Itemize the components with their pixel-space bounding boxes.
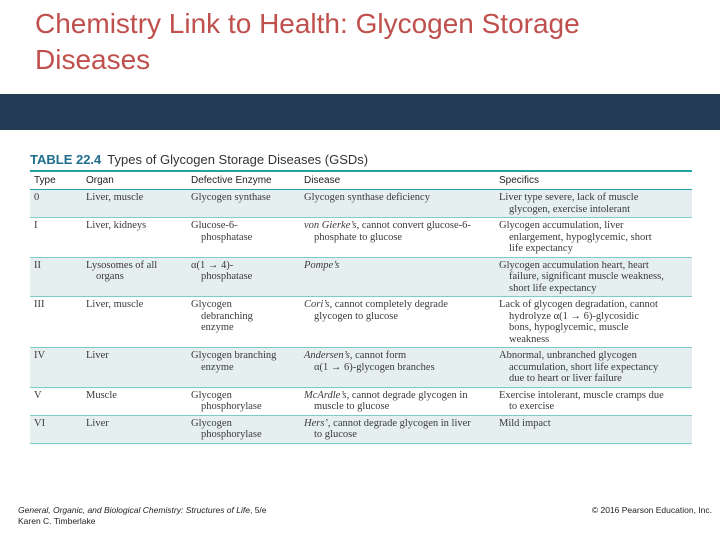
disease-name: Andersen’s bbox=[304, 350, 350, 361]
cell-organ-line: Muscle bbox=[86, 389, 117, 401]
cell-specifics bbox=[495, 257, 692, 297]
cell-enzyme-line: phosphorylase bbox=[201, 401, 262, 412]
cell-disease bbox=[300, 348, 495, 388]
cell-enzyme-line: Glycogen bbox=[191, 299, 232, 310]
cell-organ bbox=[82, 257, 187, 297]
cell-organ-line: Liver, muscle bbox=[86, 192, 144, 203]
cell-disease-line bbox=[304, 390, 491, 402]
gsd-table-figure bbox=[30, 150, 692, 444]
cell-specifics-line: Mild impact bbox=[499, 417, 551, 429]
cell-disease bbox=[300, 190, 495, 218]
cell-enzyme bbox=[187, 348, 300, 388]
cell-type: I bbox=[30, 218, 82, 258]
slide-title-line-1: Chemistry Link to Health: Glycogen Storage bbox=[35, 8, 580, 39]
table-row bbox=[30, 387, 692, 415]
cell-disease-line bbox=[304, 362, 491, 374]
footer-book-title: General, Organic, and Biological Chemistry: Structures of Life bbox=[18, 505, 250, 515]
cell-specifics bbox=[495, 297, 692, 348]
cell-disease-line bbox=[304, 192, 491, 204]
cell-disease-line bbox=[304, 311, 491, 323]
table-row bbox=[30, 218, 692, 258]
disease-name: McArdle’s bbox=[304, 389, 347, 401]
table-row bbox=[30, 190, 692, 218]
gsd-table bbox=[30, 172, 692, 444]
disease-description: , cannot convert glucose-6- bbox=[356, 220, 471, 231]
cell-enzyme bbox=[187, 387, 300, 415]
cell-enzyme bbox=[187, 218, 300, 258]
disease-description: , cannot form bbox=[349, 350, 407, 361]
cell-enzyme-line: Glycogen synthase bbox=[191, 192, 271, 203]
cell-enzyme-line: α(1 → 4)- bbox=[191, 259, 234, 271]
cell-disease-line bbox=[304, 260, 491, 272]
footer-copyright: © 2016 Pearson Education, Inc. bbox=[591, 505, 712, 515]
disease-name: Pompe’s bbox=[304, 259, 340, 271]
table-header-row bbox=[30, 172, 692, 190]
cell-specifics-line: Liver type severe, lack of muscle bbox=[499, 192, 639, 203]
cell-specifics bbox=[495, 190, 692, 218]
cell-organ-line: Liver bbox=[86, 417, 109, 429]
cell-type: IV bbox=[30, 348, 82, 388]
disease-description: , cannot completely degrade bbox=[329, 299, 448, 310]
disease-description: phosphate to glucose bbox=[314, 231, 403, 243]
cell-enzyme-line: Glycogen bbox=[191, 417, 232, 429]
cell-type: III bbox=[30, 297, 82, 348]
cell-organ-line: organs bbox=[96, 271, 124, 282]
disease-description: to glucose bbox=[314, 429, 357, 440]
cell-enzyme bbox=[187, 190, 300, 218]
cell-disease-line bbox=[304, 429, 491, 441]
footer-citation bbox=[18, 505, 267, 527]
table-caption-label: TABLE 22.4 bbox=[30, 152, 102, 167]
cell-organ-line: Lysosomes of all bbox=[86, 259, 158, 271]
cell-specifics bbox=[495, 218, 692, 258]
disease-name: Hers’ bbox=[304, 417, 328, 429]
cell-organ bbox=[82, 297, 187, 348]
cell-specifics-line: due to heart or liver failure bbox=[509, 373, 622, 384]
cell-specifics bbox=[495, 415, 692, 443]
cell-disease bbox=[300, 218, 495, 258]
cell-enzyme-line: phosphorylase bbox=[201, 429, 262, 440]
cell-specifics-line: Abnormal, unbranched glycogen bbox=[499, 350, 637, 361]
cell-type: VI bbox=[30, 415, 82, 443]
cell-organ-line: Liver bbox=[86, 350, 109, 361]
cell-disease bbox=[300, 257, 495, 297]
table-caption-text: Types of Glycogen Storage Diseases (GSDs) bbox=[107, 152, 369, 167]
cell-enzyme-line: phosphatase bbox=[201, 231, 253, 243]
cell-disease-line bbox=[304, 220, 491, 232]
cell-specifics-line: Lack of glycogen degradation, cannot bbox=[499, 299, 658, 310]
disease-description: muscle to glucose bbox=[314, 401, 390, 412]
cell-specifics-line: Glycogen accumulation heart, heart bbox=[499, 259, 649, 271]
cell-disease bbox=[300, 297, 495, 348]
header-band bbox=[0, 94, 720, 130]
disease-description: α(1 → 6)-glycogen branches bbox=[314, 361, 435, 373]
table-body bbox=[30, 190, 692, 444]
disease-description: , cannot degrade glycogen in bbox=[346, 389, 468, 401]
table-row bbox=[30, 297, 692, 348]
cell-enzyme-line: Glycogen bbox=[191, 389, 232, 401]
footer-author: Karen C. Timberlake bbox=[18, 516, 96, 526]
disease-description: Glycogen synthase deficiency bbox=[304, 192, 430, 203]
cell-specifics-line: Glycogen accumulation, liver bbox=[499, 220, 624, 231]
cell-disease-line bbox=[304, 232, 491, 244]
cell-enzyme-line: Glycogen branching bbox=[191, 350, 277, 361]
table-row bbox=[30, 415, 692, 443]
cell-organ bbox=[82, 190, 187, 218]
cell-specifics-line: short life expectancy bbox=[509, 282, 597, 294]
cell-specifics-line: accumulation, short life expectancy bbox=[509, 361, 659, 373]
cell-specifics bbox=[495, 387, 692, 415]
slide-title-line-2: Diseases bbox=[35, 44, 151, 75]
cell-enzyme-line: debranching bbox=[201, 310, 253, 322]
cell-type: V bbox=[30, 387, 82, 415]
cell-specifics-line: enlargement, hypoglycemic, short bbox=[509, 231, 652, 243]
table-row bbox=[30, 348, 692, 388]
cell-specifics-line: failure, significant muscle weakness, bbox=[509, 271, 664, 282]
cell-type: 0 bbox=[30, 190, 82, 218]
cell-enzyme bbox=[187, 297, 300, 348]
cell-organ bbox=[82, 348, 187, 388]
cell-specifics-line: life expectancy bbox=[509, 243, 573, 254]
cell-specifics-line: hydrolyze α(1 → 6)-glycosidic bbox=[509, 310, 640, 322]
cell-disease bbox=[300, 387, 495, 415]
cell-specifics-line: weakness bbox=[509, 333, 550, 345]
cell-organ-line: Liver, muscle bbox=[86, 299, 144, 310]
header-type: Type bbox=[30, 172, 82, 190]
header-specifics: Specifics bbox=[495, 172, 692, 190]
slide-title bbox=[35, 6, 715, 78]
cell-organ-line: Liver, kidneys bbox=[86, 220, 147, 231]
cell-specifics-line: to exercise bbox=[509, 401, 555, 412]
disease-description: glycogen to glucose bbox=[314, 310, 398, 322]
cell-enzyme bbox=[187, 415, 300, 443]
cell-organ bbox=[82, 387, 187, 415]
cell-organ bbox=[82, 415, 187, 443]
header-organ: Organ bbox=[82, 172, 187, 190]
cell-organ bbox=[82, 218, 187, 258]
cell-type: II bbox=[30, 257, 82, 297]
cell-specifics-line: bons, hypoglycemic, muscle bbox=[509, 322, 629, 333]
disease-description: , cannot degrade glycogen in liver bbox=[327, 417, 471, 429]
cell-disease-line bbox=[304, 401, 491, 413]
cell-disease-line bbox=[304, 418, 491, 430]
footer-edition: , 5/e bbox=[249, 505, 267, 515]
table-row bbox=[30, 257, 692, 297]
cell-specifics-line: glycogen, exercise intolerant bbox=[509, 203, 630, 215]
cell-disease-line bbox=[304, 350, 491, 362]
cell-enzyme bbox=[187, 257, 300, 297]
cell-enzyme-line: enzyme bbox=[201, 361, 234, 373]
cell-disease bbox=[300, 415, 495, 443]
cell-specifics bbox=[495, 348, 692, 388]
header-disease: Disease bbox=[300, 172, 495, 190]
disease-name: von Gierke’s bbox=[304, 220, 357, 231]
header-defective-enzyme: Defective Enzyme bbox=[187, 172, 300, 190]
cell-enzyme-line: phosphatase bbox=[201, 271, 253, 282]
cell-enzyme-line: enzyme bbox=[201, 322, 234, 333]
cell-specifics-line: Exercise intolerant, muscle cramps due bbox=[499, 389, 664, 401]
cell-disease-line bbox=[304, 299, 491, 311]
table-caption bbox=[30, 150, 692, 170]
cell-enzyme-line: Glucose-6- bbox=[191, 220, 238, 231]
disease-name: Cori’s bbox=[304, 299, 330, 310]
